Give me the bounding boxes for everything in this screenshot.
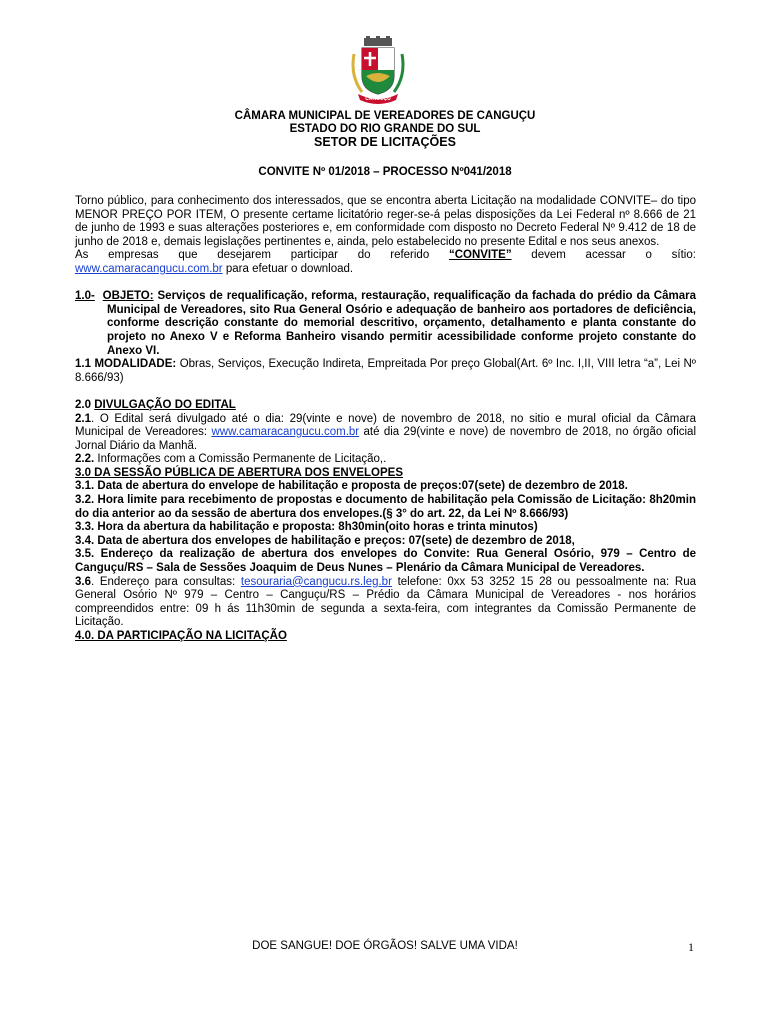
modalidade-text: Obras, Serviços, Execução Indireta, Empreitada Por preço Global(Art. 6º Inc. I,II, VIII letra “a”, Lei Nº 8.666/93): [75, 358, 696, 384]
section-2-2-number: 2.2.: [75, 453, 95, 466]
email-link[interactable]: tesouraria@cangucu.rs.leg.br: [240, 575, 392, 588]
section-3-6-number: 3.6: [75, 575, 91, 588]
section-3-6-text-end: telefone: 0xx 53 3252 15 28 ou pessoalmente na: Rua General Osório Nº 979 – Centro – Canguçu/RS – Prédio da Câmara Municipal de Vereadores - nos horários compreendidos entre: 09 h ás 11h30min de segunda a sexta-feira, com integrantes da Comissão Permanente de Licitação.: [75, 575, 696, 629]
section-4-heading: 4.0. DA PARTICIPAÇÃO NA LICITAÇÃO: [75, 630, 287, 642]
word: participar: [290, 249, 338, 262]
intro-paragraph: Torno público, para conhecimento dos interessados, que se encontra aberta Licitação na modalidade CONVITE– do tipo MENOR PREÇO POR ITEM, O presente certame licitatório reger-se-á pelas disposições da Lei Federal nº 8.666 de 21 de junho de 1993 e suas alterações posteriores e, em conformidade com disposto no Decreto Federal Nº 9.412 de 18 de junho de 2018 e, demais legislações pertinentes e, ainda, pelo estabelecido no presente Edital e nos seus anexos.: [75, 195, 696, 248]
website-link[interactable]: www.camaracangucu.com.br: [75, 262, 223, 275]
intro-access-line: [75, 249, 696, 263]
section-2-number: 2.0: [75, 398, 95, 411]
convite-title: CONVITE Nº 01/2018 – PROCESSO Nº041/2018: [258, 166, 512, 178]
word: As: [75, 249, 89, 262]
section-1-objeto: [75, 290, 696, 358]
word: desejarem: [217, 249, 271, 262]
website-link[interactable]: www.camaracangucu.com.br: [211, 426, 360, 439]
section-3-6: [75, 576, 696, 630]
download-line: [75, 263, 696, 277]
section-3-3: 3.3. Hora da abertura da habilitação e proposta: 8h30min(oito horas e trinta minutos): [75, 521, 538, 534]
modalidade-paragraph: [75, 358, 696, 385]
section-2-1-text: . O Edital será divulgado até o dia: 29(vinte e nove) de novembro de 2018, no sitio e mural oficial da Câmara Municipal de Vereadores:: [75, 412, 696, 439]
state-name: ESTADO DO RIO GRANDE DO SUL: [289, 123, 481, 135]
sector-title: SETOR DE LICITAÇÕES: [314, 135, 456, 149]
section-2-1-number: 2.1: [75, 412, 91, 425]
word: sítio:: [671, 249, 696, 262]
section-3-6-text: . Endereço para consultas:: [91, 575, 241, 588]
section-2-2-text: Informações com a Comissão Permanente de Licitação,.: [94, 453, 387, 466]
section-2-1-text-end: até dia 29(vinte e nove) de novembro de 2018, no órgão oficial Jornal Diário da Manhã.: [75, 426, 697, 452]
word: empresas: [108, 249, 159, 262]
section-3-1: [75, 480, 696, 494]
convite-highlight: “CONVITE”: [448, 249, 512, 262]
section-2-1: [75, 413, 696, 454]
section-3-4: 3.4. Data de abertura dos envelopes de habilitação e preços: 07(sete) de dezembro de 2018,: [75, 534, 575, 547]
page-number: 1: [688, 940, 694, 954]
section-1-text: Serviços de requalificação, reforma, restauração, requalificação da fachada do prédio da Câmara Municipal de Vereadores, sito Rua General Osório e adequação de banheiro aos portadores de deficiência, conforme descrição constante do memorial descritivo, orçamento, detalhamento e planta constante do projeto no Anexo V e Reforma Banheiro visando permitir acessibilidade conforme projeto constante do Anexo VI.: [107, 290, 696, 357]
section-3-heading: 3.0 DA SESSÃO PÚBLICA DE ABERTURA DOS ENVELOPES: [75, 466, 404, 479]
crest-banner-text: CANGUÇU: [365, 96, 391, 102]
word: o: [645, 249, 652, 262]
document-body: [75, 195, 696, 644]
section-2-heading: [75, 399, 696, 413]
section-1-title: OBJETO:: [102, 290, 154, 303]
word: devem: [531, 249, 566, 262]
section-3-2: 3.2. Hora limite para recebimento de propostas e documento de habilitação pela Comissão de Licitação: 8h20min do dia anterior ao da sessão de abertura dos envelopes.(§ 3° do art. 22, da Lei Nº 8.666/93): [75, 494, 696, 520]
footer-slogan: DOE SANGUE! DOE ÓRGÃOS! SALVE UMA VIDA!: [252, 940, 518, 952]
download-text: para efetuar o download.: [222, 262, 354, 275]
section-1-number: 1.0-: [75, 290, 95, 303]
word: referido: [390, 249, 430, 262]
chamber-name: CÂMARA MUNICIPAL DE VEREADORES DE CANGUÇU: [234, 110, 536, 122]
section-2-title: DIVULGAÇÃO DO EDITAL: [94, 398, 236, 411]
word: do: [357, 249, 371, 262]
section-3-1-text: . Data de abertura do envelope de habilitação e proposta de preços:07(sete) de dezembro de 2018.: [91, 480, 628, 493]
word: que: [178, 249, 198, 262]
word: acessar: [585, 249, 626, 262]
section-3-5: 3.5. Endereço da realização de abertura dos envelopes do Convite: Rua General Osório, 979 – Centro de Canguçu/RS – Sala de Sessões Joaquim de Deus Nunes – Plenário da Câmara Municipal de Vereadores.: [75, 548, 696, 575]
modalidade-label: 1.1 MODALIDADE:: [75, 358, 177, 371]
section-2-2: [75, 453, 696, 467]
section-3-1-number: 3.1: [75, 480, 91, 493]
municipal-crest-icon: [348, 36, 408, 106]
